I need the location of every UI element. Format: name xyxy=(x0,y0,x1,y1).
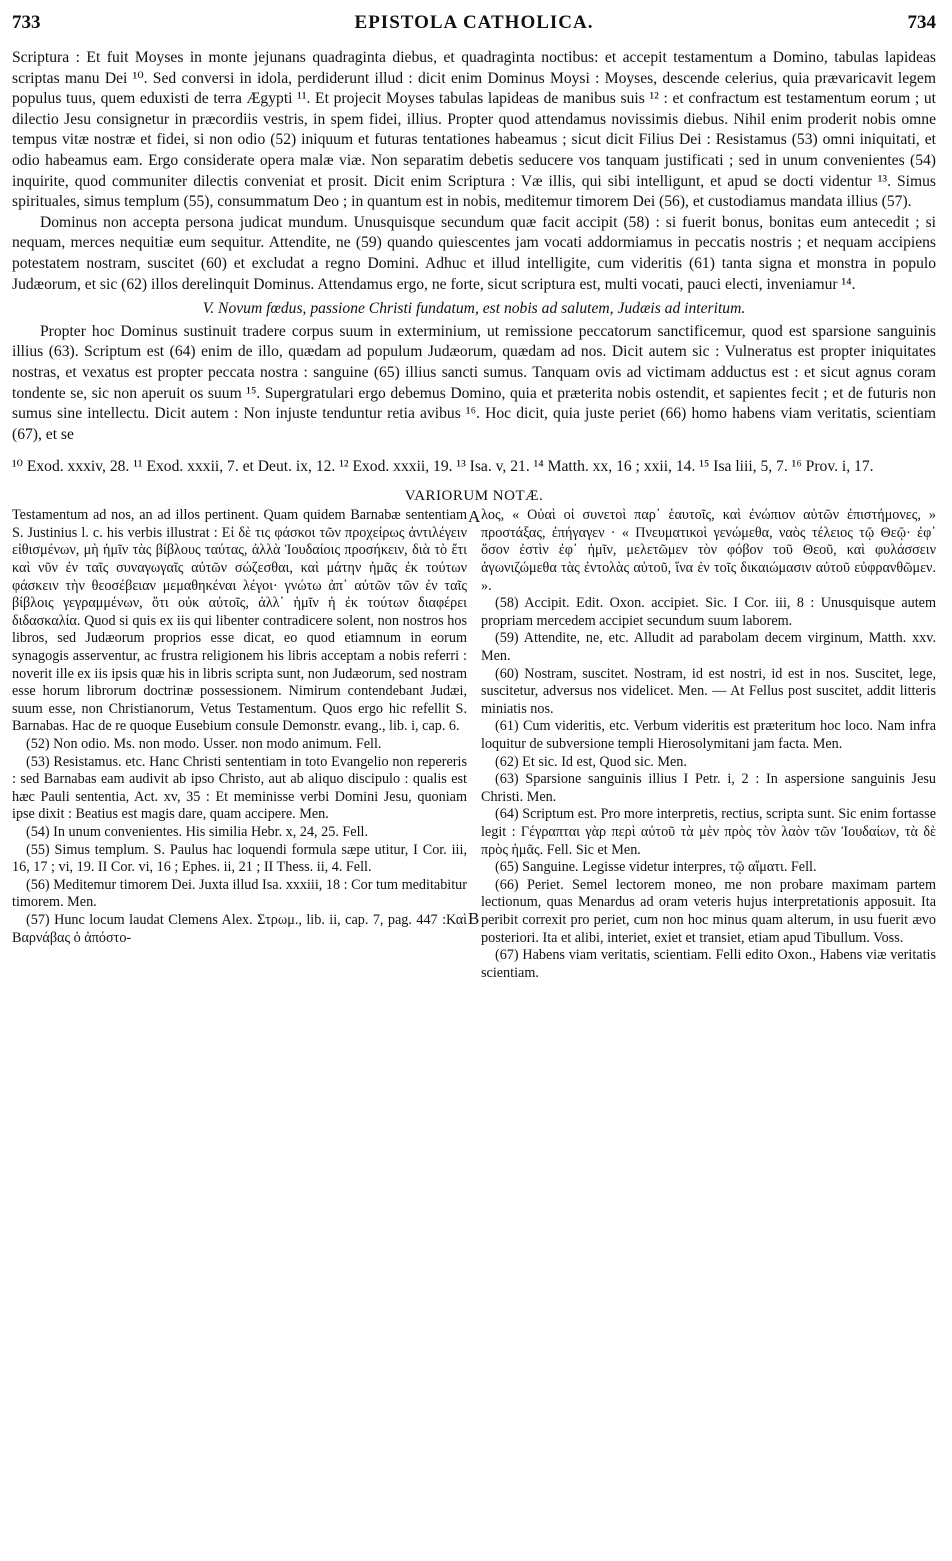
paragraph-1: Scriptura : Et fuit Moyses in monte jejunans quadraginta diebus, et quadraginta noctibus: et accepit testamentum a Domino, tabulas lapideas scriptas manu Dei ¹⁰. Sed conversi in idola, perdiderunt illud : dicit enim Dominus Moysi : Moyses, descende celerius, quia prævaricavit legem populus tuus, quem eduxisti de terra Ægypti ¹¹. Et projecit Moyses tabulas lapideas de manibus suis ¹² : et confractum est testamentum eorum ; ut dilectio Jesu consignetur in præcordiis vestris, in spem fidei, illius. Propter quod attendamus novissimis diebus. Nihil enim proderit nobis omne tempus vitæ nostræ et fidei, si non odio (52) iniquum et futuras tentationes habeamus ; sicut dicit Filius Dei : Resistamus (53) omni iniquitati, et odio habeamus eam. Ergo considerate opera malæ viæ. Non separatim debetis seducere vos tanquam justificati ; sed in unum convenientes (54) inquirite, quod communiter dilectis conveniat et prosit. Dicit enim Scriptura : Væ illis, qui sibi intelligunt, et apud se docti videntur ¹³. Simus spirituales, simus templum (55), consummatum Deo ; in quantum est in nobis, meditemur timorem Dei (56), et custodiamus mandata illius (57). xyxy=(12,49,936,211)
running-title: EPISTOLA CATHOLICA. xyxy=(354,12,594,33)
page-number-right: 734 xyxy=(907,12,936,33)
note: (62) Et sic. Id est, Quod sic. Men. xyxy=(495,753,687,770)
note: (61) Cum videritis, etc. Verbum videritis est præteritum hoc loco. Nam infra loquitur de subversione templi Hierosolymitani jam facta. Men. xyxy=(481,718,936,752)
column-marker-b: B xyxy=(468,909,480,929)
notes-right-column xyxy=(481,507,936,982)
note: Testamentum ad nos, an ad illos pertinent. Quam quidem Barnabæ sententiam S. Justinius l. c. his verbis illustrat : Εἰ δὲ τις φάσκοι τῶν προχείρως ἀντιλέγειν εἰθισμένων, μὴ ἡμῖν τὰς βίβλους ταύτας, ἀλλὰ Ἰουδαίοις προσήκειν, διὰ τὸ ἔτι καὶ νῦν ἐν ταῖς συναγωγαῖς αὐτῶν σώζεσθαι, καὶ μάτην ἡμᾶς ἐκ τούτων φάσκειν τὴν θεοσέβειαν μεμαθηκέναι λέγοι· γνώτω ἀπ᾽ αὐτῶν τῶν ἐν ταῖς βίβλοις γεγραμμένων, ὅτι οὐκ αὐτοῖς, ἀλλ᾽ ἡμῖν ἡ ἐκ τούτων διαφέρει διδασκαλία. Quod si quis ex iis qui libenter contradicere solent, non nostros hos libros, sed Judæorum proprios esse dicat, eo quod etiamnum in eorum synagogis asserventur, ac frustra religionem his libris acceptam a nobis referri : noverit ille ex iis ipsis quæ his in libris scripta sunt, non Judæorum, sed nostram esse horum librorum doctrinæ possessionem. Nimirum contendebant Judæi, suum esse, non Christianorum, Vetus Testamentum. Quos ergo hic refellit S. Barnabas. Hac de re quoque Eusebium consule Demonstr. evang., lib. i, cap. 6. xyxy=(12,507,467,735)
notes-left-column xyxy=(12,507,467,982)
note: (52) Non odio. Ms. non modo. Usser. non modo animum. Fell. xyxy=(26,736,382,752)
note: (63) Sparsione sanguinis illius I Petr. i, 2 : In aspersione sanguinis Jesu Christi. Men. xyxy=(481,771,936,805)
note: (55) Simus templum. S. Paulus hac loquendi formula sæpe utitur, I Cor. iii, 16, 17 ; vi, 19. II Cor. vi, 16 ; Ephes. ii, 21 ; II Thess. ii, 4. Fell. xyxy=(12,841,467,876)
page-number-left: 733 xyxy=(12,12,41,33)
paragraph-2: Dominus non accepta persona judicat mundum. Unusquisque secundum quæ facit accipit (58) : si fuerit bonus, bonitas eum antecedit ; si nequam, merces nequitiæ eum sequitur. Attendite, ne (59) quando quiescentes jam vocati addormiamus in peccatis nostris ; et nequam accipiens potestatem nostram, suscitet (60) et excludat a regno Domini. Adhuc et illud intelligite, cum videritis (61) tanta signa et monstra in populo Judæorum, et sic (62) illos derelinquit Dominus. Attendamus ergo, ne forte, sicut scriptura est, multi vocati, pauci electi, inveniamur ¹⁴. xyxy=(12,213,936,293)
note: (56) Meditemur timorem Dei. Juxta illud Isa. xxxiii, 18 : Cor tum meditabitur timorem. Men. xyxy=(12,876,467,911)
note: (65) Sanguine. Legisse videtur interpres, τῷ αἵματι. Fell. xyxy=(495,859,817,876)
section-heading: V. Novum fœdus, passione Christi fundatum, est nobis ad salutem, Judæis ad interitum. xyxy=(202,300,746,318)
footnotes: ¹⁰ Exod. xxxiv, 28. ¹¹ Exod. xxxii, 7. et Deut. ix, 12. ¹² Exod. xxxii, 19. ¹³ Isa. v, 21. ¹⁴ Matth. xx, 16 ; xxii, 14. ¹⁵ Isa liii, 5, 7. ¹⁶ Prov. i, 17. xyxy=(12,458,874,476)
note: (57) Hunc locum laudat Clemens Alex. Στρωμ., lib. ii, cap. 7, pag. 447 :Καὶ Βαρνάβας ὁ ἀπόστο- xyxy=(12,911,467,946)
note: (58) Accipit. Edit. Oxon. accipiet. Sic. I Cor. iii, 8 : Unusquisque autem propriam mercedem accipiet secundum suum laborem. xyxy=(481,595,936,629)
page-header xyxy=(12,12,936,42)
main-text xyxy=(12,48,936,445)
note: (59) Attendite, ne, etc. Alludit ad parabolam decem virginum, Matth. xxv. Men. xyxy=(481,630,936,665)
paragraph-3: Propter hoc Dominus sustinuit tradere corpus suum in exterminium, ut remissione peccatorum sanctificemur, quod est sparsione sanguinis illius (63). Scriptum est (64) enim de illo, quædam ad populum Judæorum, quædam ad nos. Dicit autem sic : Vulneratus est propter iniquitates nostras, et vexatus est propter peccata nostra : sanguine (65) illius sancti sumus. Tanquam ovis ad victimam adductus est : et sicut agnus coram tondente se, sic non aperuit os suum ¹⁵. Supergratulari ergo debemus Domino, quia et præterita nobis ostendit, et sapientes fecit ; et de futuris non sumus sine intellectu. Dicit autem : Non injuste tenduntur retia avibus ¹⁶. Hoc dicit, quia juste periet (66) homo habens viam veritatis, scientiam (67), et se xyxy=(12,322,936,443)
variorum-notes xyxy=(12,507,936,982)
note: (64) Scriptum est. Pro more interpretis, rectius, scripta sunt. Sic enim fortasse legit : Γέγραπται γὰρ περὶ αὐτοῦ τὰ μὲν πρὸς τὸν λαὸν τῶν Ἰουδαίων, τὰ δὲ πρὸς ἡμᾶς. Fell. Sic et Men. xyxy=(481,806,936,858)
note: (54) In unum convenientes. His similia Hebr. x, 24, 25. Fell. xyxy=(26,823,369,840)
variorum-title: VARIORUM NOTÆ. xyxy=(404,488,544,505)
note: (60) Nostram, suscitet. Nostram, id est nostri, id est in nos. Suscitet, lege, suscitetur, adversus nos videlicet. Men. — At Fellus post suscitet, addit litteris miniatis nos. xyxy=(481,665,936,717)
column-marker-a: A xyxy=(468,507,481,527)
note: (53) Resistamus. etc. Hanc Christi sententiam in toto Evangelio non repereris : sed Barnabas eam audivit ab ipso Christo, aut ab aliquo discipulo : qualis est hæc Pauli sententia, Act. xv, 35 : Et meminisse verbi Domini Jesu, quoniam ipse dixit : Beatius est magis dare, quam accipere. Men. xyxy=(12,753,467,823)
note: (67) Habens viam veritatis, scientiam. Felli edito Oxon., Habens viæ veritatis scientiam. xyxy=(481,947,936,981)
note: (66) Periet. Semel lectorem moneo, me non probare maximam partem lectionum, quas Menardus ad oram veteris hujus interpretationis apposuit. Ita peribit correxit pro periet, cum non hoc minus quam alterum, in usu fuerit ævo posteriori. Ita et alibi, interiet, exiet et transiet, etiam apud Tibullum. Voss. xyxy=(481,876,936,946)
page xyxy=(12,12,936,982)
note: λος, « Οὐαὶ οἱ συνετοὶ παρ᾽ ἑαυτοῖς, καὶ ἐνώπιον αὐτῶν ἐπιστήμονες, » προστάξας, ἐπήγαγεν · « Πνευματικοὶ γενώμεθα, ναὸς τέλειος τῷ Θεῷ· ἐφ᾽ ὅσον ἐστὶν ἐφ᾽ ἡμῖν, μελετῶμεν τὸν φόβον τοῦ Θεοῦ, καὶ φυλάσσειν ἀγωνιζώμεθα τὰς ἐντολὰς αὐτοῦ, ἵνα ἐν τοῖς δικαιώμασιν αὐτοῦ εὐφρανθῶμεν. ». xyxy=(481,507,936,594)
